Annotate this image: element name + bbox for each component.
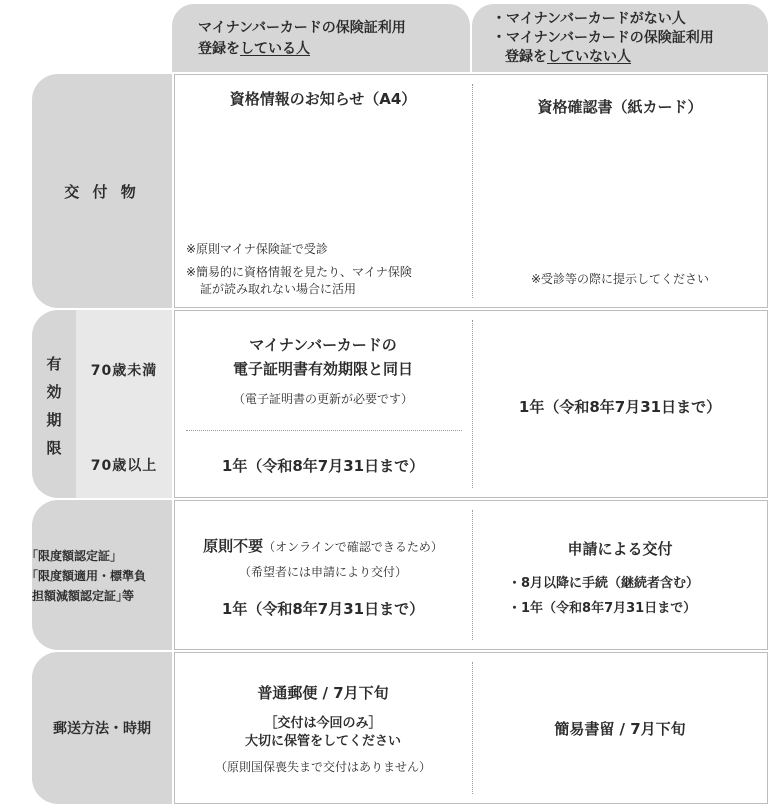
koufu-col2-title: 資格確認書（紙カード） bbox=[537, 98, 703, 116]
yuso-col1-line4: （原則国保喪失まで交付はありません） bbox=[214, 760, 431, 774]
koufu-col1-note1: ※原則マイナ保険証で受診 bbox=[186, 242, 328, 256]
koufu-col2-note: ※受診等の際に提示してください bbox=[530, 272, 710, 286]
yuso-col1-line3: 大切に保管をしてください bbox=[244, 734, 401, 749]
koufu-col1-note2b: 証が読み取れない場合に活用 bbox=[200, 282, 357, 296]
row-gendo-divider bbox=[472, 510, 473, 640]
kigen-col1-line3: （電子証明書の更新が必要です） bbox=[232, 392, 413, 406]
kigen-col1-line2: 電子証明書有効期限と同日 bbox=[232, 360, 413, 378]
yuso-col1-line1: 普通郵便 / 7月下旬 bbox=[257, 684, 389, 702]
row-yuso-label: 郵送方法・時期 bbox=[32, 652, 172, 804]
header-col2 bbox=[472, 4, 768, 72]
header-col1-line2: 登録をしている人 bbox=[198, 41, 310, 57]
header-col2-line3: 登録をしていない人 bbox=[505, 49, 631, 65]
header-col1 bbox=[172, 4, 470, 72]
yuso-col1-line2: ［交付は今回のみ］ bbox=[264, 716, 382, 731]
gendo-col2-item1: ・8月以降に手続（継続者含む） bbox=[508, 576, 700, 591]
kigen-label-chars: 有 効 期 限 bbox=[46, 355, 62, 457]
header-col1-line1: マイナンバーカードの保険証利用 bbox=[198, 20, 406, 36]
header-col2-line2: ・マイナンバーカードの保険証利用 bbox=[492, 30, 714, 46]
kigen-col1-over70: 1年（令和8年7月31日まで） bbox=[221, 457, 425, 475]
gendo-col1-line3: 1年（令和8年7月31日まで） bbox=[221, 600, 425, 618]
koufu-col1-note2a: ※簡易的に資格情報を見たり、マイナ保険 bbox=[186, 265, 412, 279]
kigen-col1-line1: マイナンバーカードの bbox=[249, 336, 397, 354]
gendo-col2-item2: ・1年（令和8年7月31日まで） bbox=[508, 601, 697, 616]
row-koufu-label: 交 付 物 bbox=[32, 74, 172, 308]
koufu-col1-title: 資格情報のお知らせ（A4） bbox=[229, 90, 417, 108]
gendo-col1-line2: （希望者には申請により交付） bbox=[238, 565, 407, 579]
gendo-label-text: ｢限度額認定証｣ ｢限度額適用・標準負 担額減額認定証｣等 bbox=[32, 549, 147, 603]
kigen-sub1: 70歳未満 bbox=[90, 363, 158, 379]
header-col2-line1: ・マイナンバーカードがない人 bbox=[492, 11, 686, 27]
kigen-col2-value: 1年（令和8年7月31日まで） bbox=[518, 398, 722, 416]
kigen-sub2: 70歳以上 bbox=[90, 458, 158, 474]
kigen-col1-hdivider bbox=[186, 430, 462, 431]
gendo-col2-title: 申請による交付 bbox=[567, 540, 673, 558]
gendo-col1-line1: 原則不要（オンラインで確認できるため） bbox=[203, 537, 443, 555]
yuso-col2-value: 簡易書留 / 7月下旬 bbox=[554, 720, 686, 738]
